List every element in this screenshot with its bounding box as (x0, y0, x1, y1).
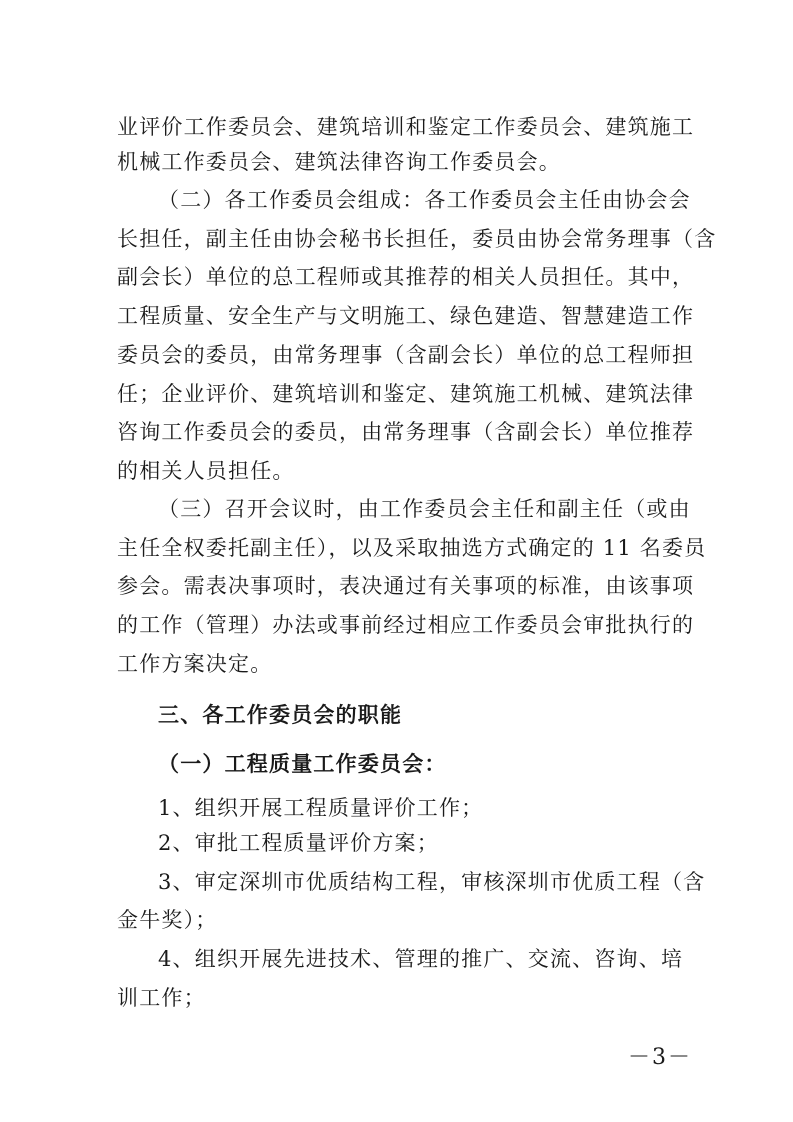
paragraph-line: 任；企业评价、建筑培训和鉴定、建筑施工机械、建筑法律 (117, 382, 695, 406)
list-item: 3、审定深圳市优质结构工程，审核深圳市优质工程（含 (158, 870, 706, 894)
paragraph-line: （三）召开会议时，由工作委员会主任和副主任（或由 (158, 497, 691, 521)
list-item: 2、审批工程质量评价方案； (158, 831, 439, 855)
paragraph-line: 参会。需表决事项时，表决通过有关事项的标准，由该事项 (117, 574, 695, 598)
list-item: 1、组织开展工程质量评价工作； (158, 796, 484, 820)
paragraph-line: 长担任，副主任由协会秘书长担任，委员由协会常务理事（含 (117, 227, 717, 251)
paragraph-line: 委员会的委员，由常务理事（含副会长）单位的总工程师担 (117, 343, 695, 367)
paragraph-line: 的相关人员担任。 (117, 459, 295, 483)
list-item: 4、组织开展先进技术、管理的推广、交流、咨询、培 (158, 947, 684, 971)
paragraph-line: 工作方案决定。 (117, 652, 273, 676)
paragraph-line: 工程质量、安全生产与文明施工、绿色建造、智慧建造工作 (117, 304, 695, 328)
paragraph-line: 副会长）单位的总工程师或其推荐的相关人员担任。其中， (117, 265, 695, 289)
list-item-continuation: 金牛奖）； (117, 908, 218, 932)
paragraph-line: 的工作（管理）办法或事前经过相应工作委员会审批执行的 (117, 613, 695, 637)
paragraph-line: 主任全权委托副主任），以及采取抽选方式确定的 11 名委员 (117, 536, 707, 560)
list-item-continuation: 训工作； (117, 986, 206, 1010)
paragraph-line: （二）各工作委员会组成：各工作委员会主任由协会会 (158, 188, 691, 212)
paragraph-line: 业评价工作委员会、建筑培训和鉴定工作委员会、建筑施工 (117, 115, 695, 139)
paragraph-line: 机械工作委员会、建筑法律咨询工作委员会。 (117, 150, 561, 174)
page-number: －3－ (628, 1045, 692, 1070)
paragraph-line: 咨询工作委员会的委员，由常务理事（含副会长）单位推荐 (117, 420, 695, 444)
section-heading: 三、各工作委员会的职能 (158, 703, 403, 727)
subsection-heading: （一）工程质量工作委员会： (158, 752, 447, 776)
